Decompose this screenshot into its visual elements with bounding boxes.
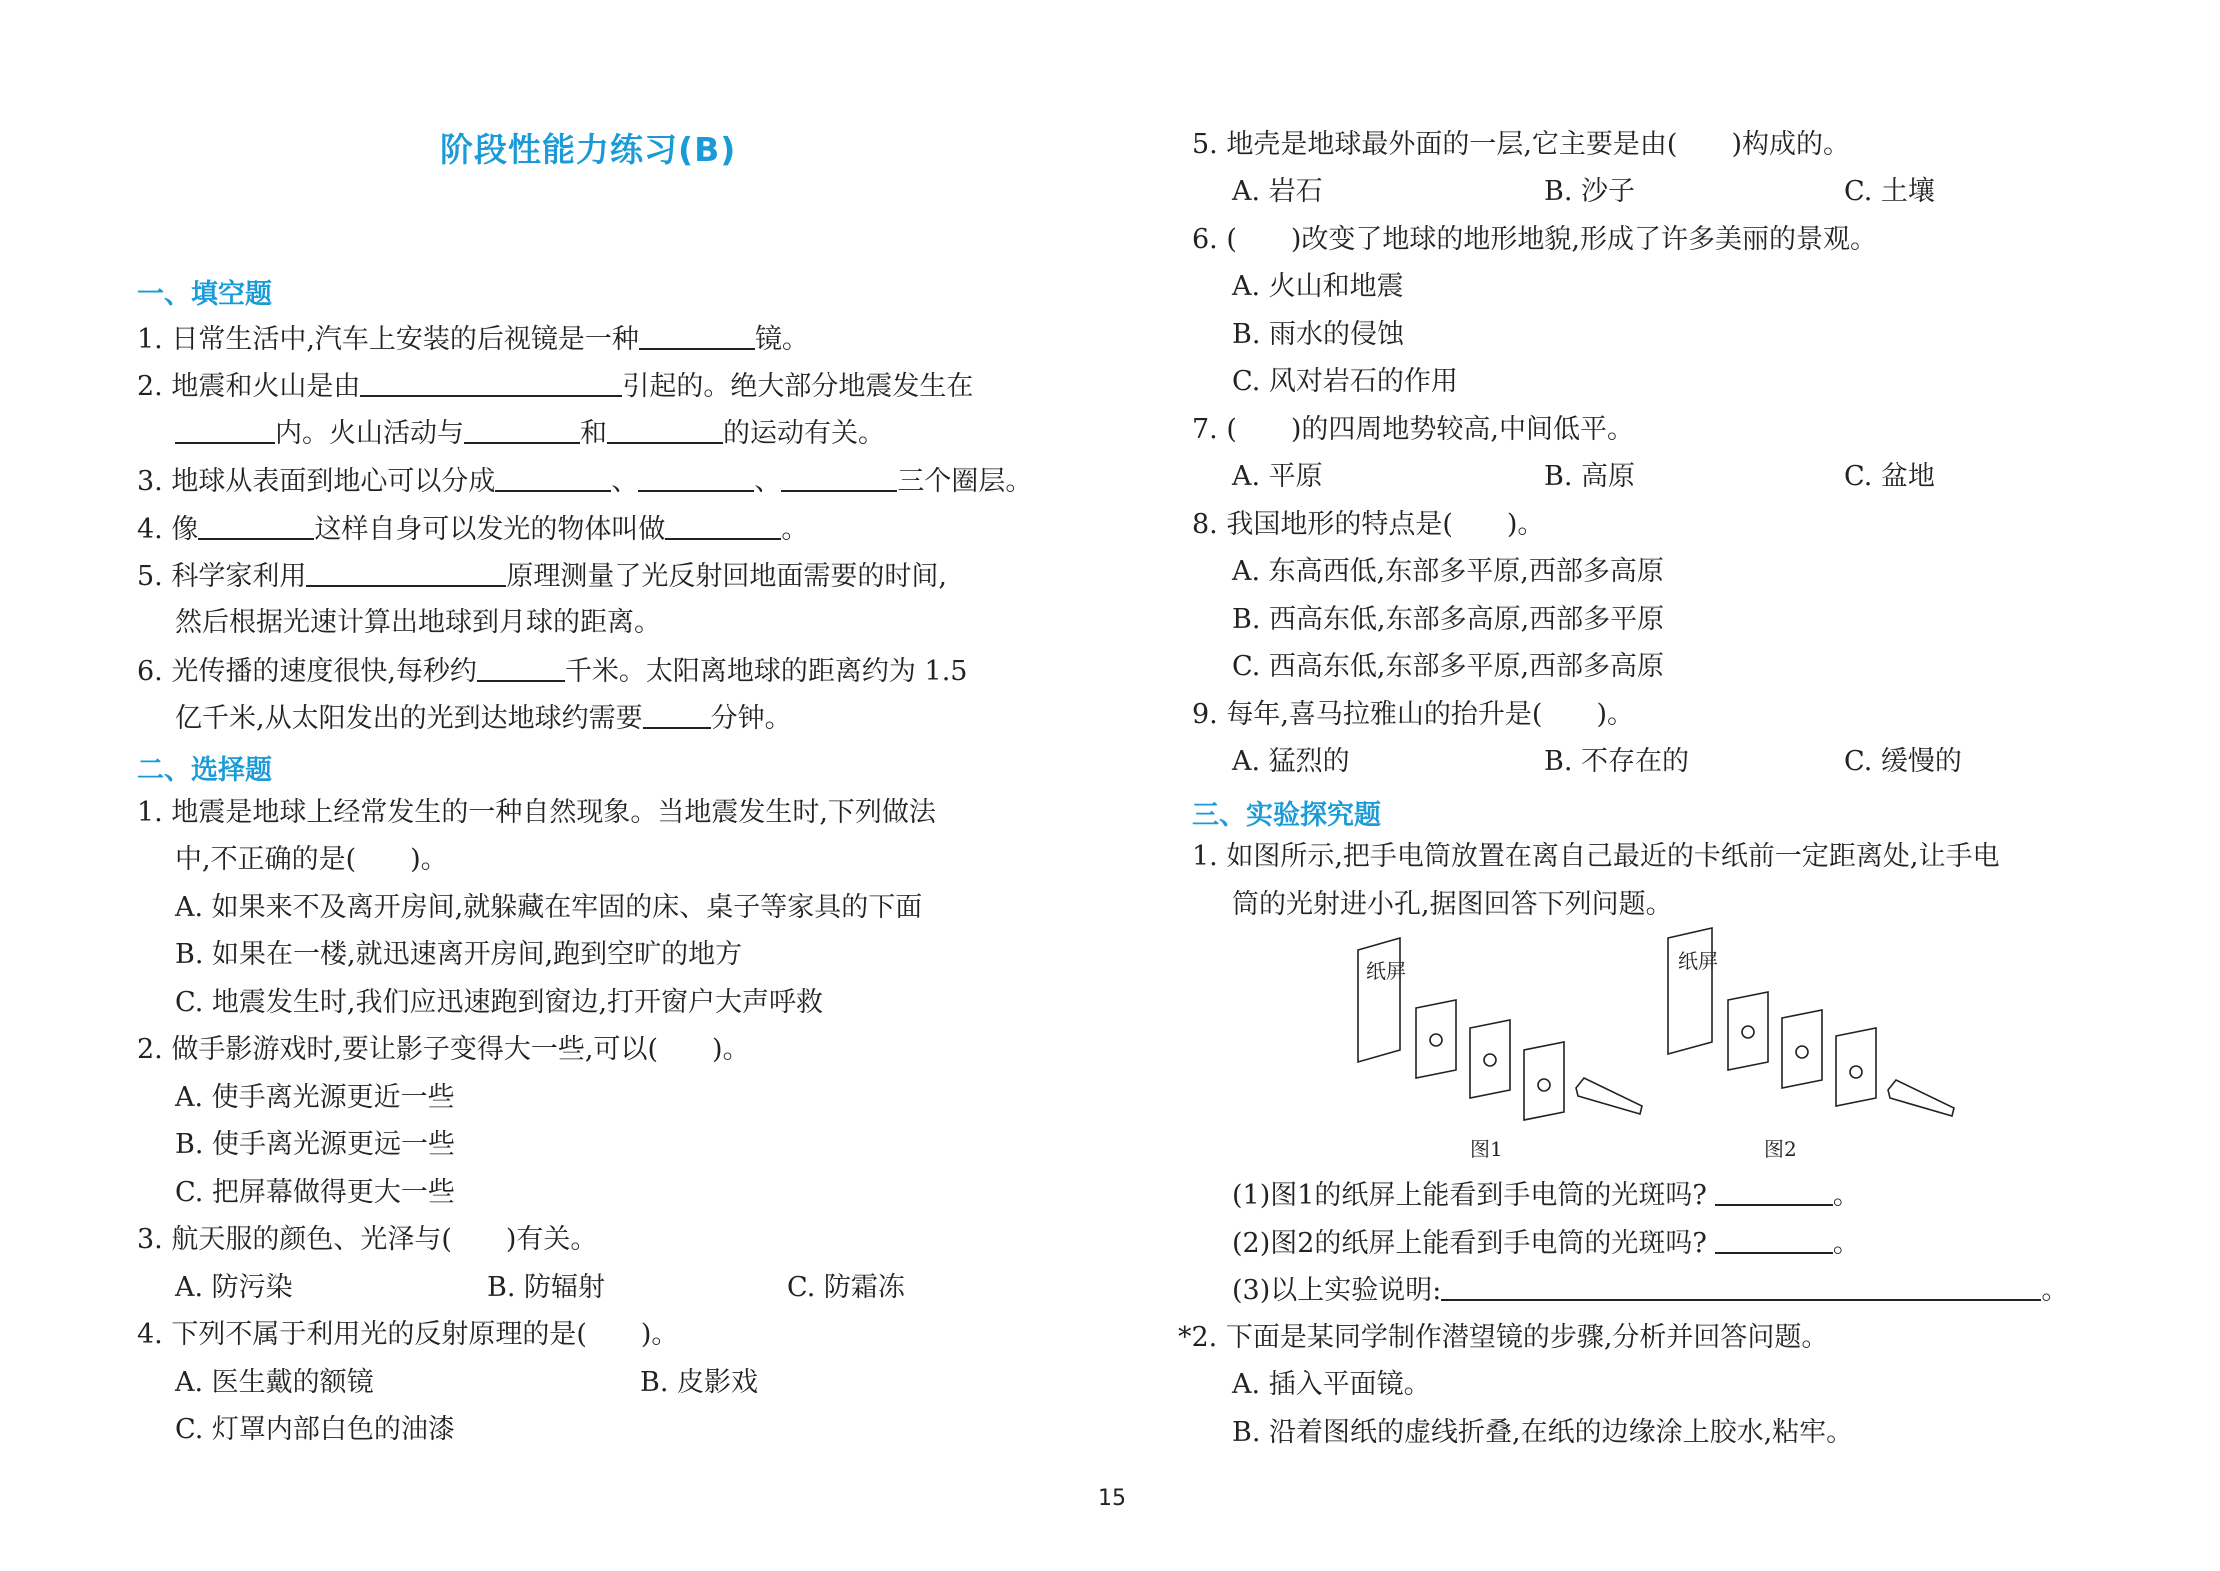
option-2-9-b[interactable]: B. 不存在的 <box>1544 746 1690 777</box>
question-3-2: *2. 下面是某同学制作潜望镜的步骤,分析并回答问题。 <box>1178 1322 1829 1353</box>
answer-blank[interactable] <box>607 416 723 444</box>
question-text: 三个圈层。 <box>897 466 1033 497</box>
question-2-9: 9. 每年,喜马拉雅山的抬升是( )。 <box>1192 699 1634 730</box>
question-text: 亿千米,从太阳发出的光到达地球约需要 <box>175 703 643 734</box>
section-heading-choice: 二、选择题 <box>137 755 272 786</box>
fig2-screen-label: 纸屏 <box>1678 949 1718 973</box>
answer-blank[interactable] <box>477 654 565 682</box>
question-3-1-sub1 <box>1232 1178 1860 1213</box>
question-text: 1. 日常生活中,汽车上安装的后视镜是一种 <box>137 324 639 355</box>
step-3-2-b: B. 沿着图纸的虚线折叠,在纸的边缘涂上胶水,粘牢。 <box>1232 1417 1854 1448</box>
flashlight-icon <box>1888 1080 1954 1116</box>
question-2-2: 2. 做手影游戏时,要让影子变得大一些,可以( )。 <box>137 1034 750 1065</box>
question-3-1: 1. 如图所示,把手电筒放置在离自己最近的卡纸前一定距离处,让手电 <box>1192 841 2000 872</box>
answer-blank[interactable] <box>639 322 755 350</box>
hole-icon <box>1850 1066 1862 1078</box>
question-text: 和 <box>580 418 607 449</box>
question-text: 。 <box>2041 1275 2069 1306</box>
question-text: 内。火山活动与 <box>275 418 464 449</box>
option-2-1-b[interactable]: B. 如果在一楼,就迅速离开房间,跑到空旷的地方 <box>175 939 743 970</box>
question-1-5-cont: 然后根据光速计算出地球到月球的距离。 <box>175 607 661 638</box>
page-number: 15 <box>1098 1486 1126 1511</box>
answer-blank[interactable] <box>306 559 506 587</box>
option-2-4-b[interactable]: B. 皮影戏 <box>640 1367 759 1398</box>
fig1-caption: 图1 <box>1470 1137 1503 1161</box>
option-2-6-b[interactable]: B. 雨水的侵蚀 <box>1232 319 1405 350</box>
step-3-2-a: A. 插入平面镜。 <box>1232 1369 1431 1400</box>
answer-blank[interactable] <box>638 464 754 492</box>
option-2-9-c[interactable]: C. 缓慢的 <box>1844 746 1962 777</box>
answer-blank[interactable] <box>1441 1273 2041 1301</box>
option-2-5-a[interactable]: A. 岩石 <box>1232 176 1323 207</box>
answer-blank[interactable] <box>198 512 314 540</box>
question-text: 5. 科学家利用 <box>137 561 307 592</box>
option-2-3-c[interactable]: C. 防霜冻 <box>787 1272 905 1303</box>
fig1-screen-label: 纸屏 <box>1366 959 1406 983</box>
option-2-7-a[interactable]: A. 平原 <box>1232 461 1323 492</box>
question-1-2 <box>137 369 973 404</box>
question-3-1-sub3 <box>1232 1273 2068 1308</box>
hole-icon <box>1484 1054 1496 1066</box>
question-text: (3)以上实验说明: <box>1232 1275 1442 1306</box>
answer-blank[interactable] <box>464 416 580 444</box>
option-2-7-c[interactable]: C. 盆地 <box>1844 461 1935 492</box>
hole-icon <box>1430 1034 1442 1046</box>
question-2-8: 8. 我国地形的特点是( )。 <box>1192 509 1545 540</box>
question-2-1: 1. 地震是地球上经常发生的一种自然现象。当地震发生时,下列做法 <box>137 797 936 828</box>
hole-icon <box>1742 1026 1754 1038</box>
question-2-5: 5. 地壳是地球最外面的一层,它主要是由( )构成的。 <box>1192 129 1850 160</box>
option-2-8-b[interactable]: B. 西高东低,东部多高原,西部多平原 <box>1232 604 1665 635</box>
answer-blank[interactable] <box>175 416 275 444</box>
question-text: 4. 像 <box>137 514 199 545</box>
question-text: 原理测量了光反射回地面需要的时间, <box>506 561 947 592</box>
page-title: 阶段性能力练习(B) <box>440 130 737 169</box>
question-text: (1)图1的纸屏上能看到手电筒的光斑吗? <box>1232 1180 1707 1211</box>
question-1-6-cont <box>175 701 792 736</box>
option-2-5-b[interactable]: B. 沙子 <box>1544 176 1636 207</box>
option-2-4-a[interactable]: A. 医生戴的额镜 <box>175 1367 374 1398</box>
option-2-6-c[interactable]: C. 风对岩石的作用 <box>1232 366 1458 397</box>
question-text: 6. 光传播的速度很快,每秒约 <box>137 656 477 687</box>
answer-blank[interactable] <box>1715 1178 1833 1206</box>
question-2-3: 3. 航天服的颜色、光泽与( )有关。 <box>137 1224 598 1255</box>
question-text: 2. 地震和火山是由 <box>137 371 361 402</box>
question-1-3 <box>137 464 1032 499</box>
question-text: 引起的。绝大部分地震发生在 <box>622 371 974 402</box>
option-2-2-c[interactable]: C. 把屏幕做得更大一些 <box>175 1177 455 1208</box>
question-2-6: 6. ( )改变了地球的地形地貌,形成了许多美丽的景观。 <box>1192 224 1877 255</box>
question-text: 的运动有关。 <box>723 418 885 449</box>
question-3-1-cont: 筒的光射进小孔,据图回答下列问题。 <box>1232 889 1673 920</box>
question-1-6 <box>137 654 967 689</box>
flashlight-icon <box>1576 1078 1642 1114</box>
question-1-5 <box>137 559 947 594</box>
question-1-2-cont <box>175 416 885 451</box>
section-heading-experiment: 三、实验探究题 <box>1192 800 1381 831</box>
option-2-9-a[interactable]: A. 猛烈的 <box>1232 746 1350 777</box>
experiment-figure <box>1340 920 1960 1170</box>
hole-icon <box>1538 1079 1550 1091</box>
option-2-6-a[interactable]: A. 火山和地震 <box>1232 271 1404 302</box>
answer-blank[interactable] <box>360 369 622 397</box>
question-2-4: 4. 下列不属于利用光的反射原理的是( )。 <box>137 1319 679 1350</box>
question-text: (2)图2的纸屏上能看到手电筒的光斑吗? <box>1232 1228 1707 1259</box>
paper-screen-2 <box>1668 928 1712 1054</box>
question-text: 3. 地球从表面到地心可以分成 <box>137 466 496 497</box>
question-2-7: 7. ( )的四周地势较高,中间低平。 <box>1192 414 1634 445</box>
question-1-4 <box>137 512 808 547</box>
question-text: 分钟。 <box>710 703 792 734</box>
option-2-7-b[interactable]: B. 高原 <box>1544 461 1636 492</box>
question-2-1-cont: 中,不正确的是( )。 <box>175 844 448 875</box>
answer-blank[interactable] <box>643 701 711 729</box>
question-text: 、 <box>754 466 782 497</box>
question-text: 。 <box>1832 1180 1860 1211</box>
answer-blank[interactable] <box>1715 1226 1833 1254</box>
option-2-3-b[interactable]: B. 防辐射 <box>487 1272 606 1303</box>
question-text: 。 <box>781 514 809 545</box>
answer-blank[interactable] <box>665 512 781 540</box>
question-text: 这样自身可以发光的物体叫做 <box>314 514 666 545</box>
answer-blank[interactable] <box>495 464 611 492</box>
paper-screen-1 <box>1358 938 1400 1062</box>
option-2-1-c[interactable]: C. 地震发生时,我们应迅速跑到窗边,打开窗户大声呼救 <box>175 987 824 1018</box>
question-text: 。 <box>1832 1228 1860 1259</box>
question-1-1 <box>137 322 809 357</box>
question-text: 镜。 <box>754 324 809 355</box>
option-2-8-c[interactable]: C. 西高东低,东部多平原,西部多高原 <box>1232 651 1665 682</box>
answer-blank[interactable] <box>781 464 897 492</box>
hole-icon <box>1796 1046 1808 1058</box>
option-2-8-a[interactable]: A. 东高西低,东部多平原,西部多高原 <box>1232 556 1664 587</box>
option-2-2-b[interactable]: B. 使手离光源更远一些 <box>175 1129 456 1160</box>
section-heading-fill-in: 一、填空题 <box>137 279 272 310</box>
option-2-5-c[interactable]: C. 土壤 <box>1844 176 1935 207</box>
option-2-2-a[interactable]: A. 使手离光源更近一些 <box>175 1082 455 1113</box>
option-2-3-a[interactable]: A. 防污染 <box>175 1272 293 1303</box>
question-3-1-sub2 <box>1232 1226 1860 1261</box>
question-text: 千米。太阳离地球的距离约为 1.5 <box>564 656 968 687</box>
question-text: 、 <box>611 466 639 497</box>
option-2-1-a[interactable]: A. 如果来不及离开房间,就躲藏在牢固的床、桌子等家具的下面 <box>175 892 923 923</box>
fig2-caption: 图2 <box>1764 1137 1797 1161</box>
option-2-4-c[interactable]: C. 灯罩内部白色的油漆 <box>175 1414 455 1445</box>
